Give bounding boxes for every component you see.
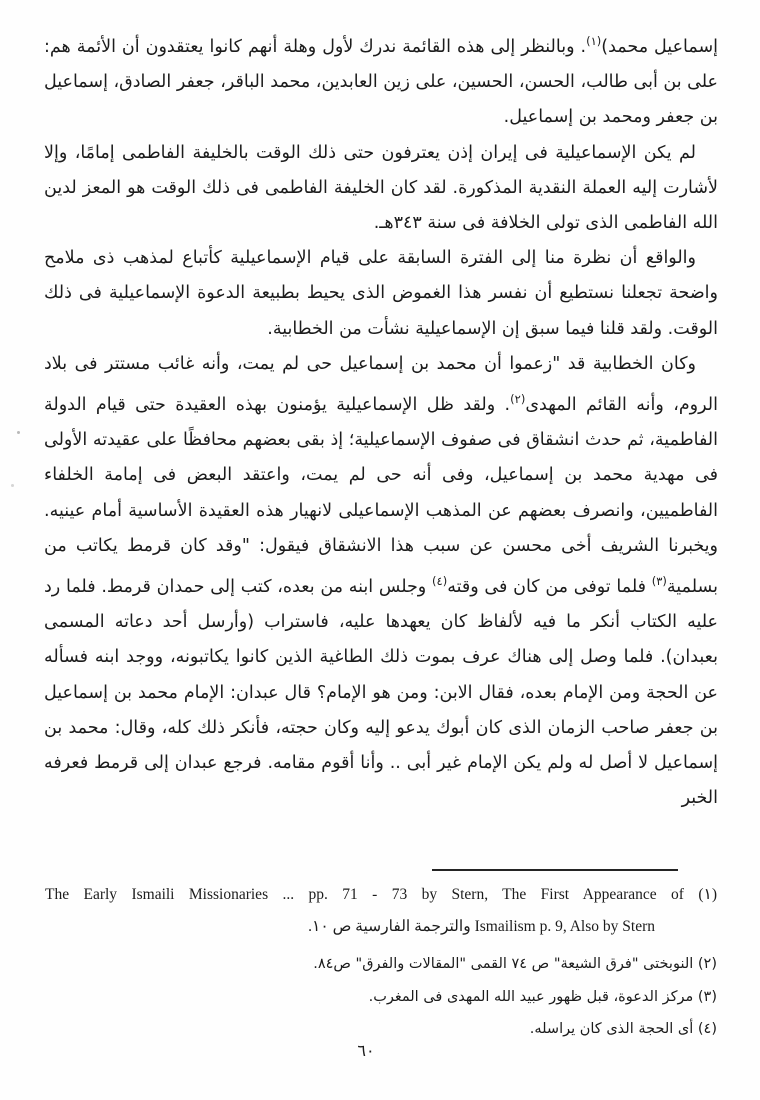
footnote-1-english-text: The Early Ismaili Missionaries ... pp. 71 - 73 by Stern, The First Appearance of [45, 886, 684, 903]
footnote-line: (٣) مركز الدعوة، قبل ظهور عبيد الله المهدى فى المغرب. [368, 988, 717, 1005]
text-run: لم يكن الإسماعيلية فى إيران إذن يعترفون حتى ذلك الوقت بالخليفة الفاطمى إمامًا، وإلا لأشارت إليه العملة النقدية المذكورة. لقد كان الخليفة الفاطمى فى ذلك الوقت هو المعز لدين الله الفاطمى الذى تولى الخلافة فى سنة ٣٤٣هـ. [44, 142, 718, 234]
page-number: ٦٠ [357, 1041, 375, 1060]
footnote-ref: (٤) [432, 574, 448, 589]
footnote-1-marker: (١) [698, 886, 717, 903]
footnote-1-line-2-text: Ismailism p. 9, Also by Stern والترجمة الفارسية ص ١٠. [308, 918, 655, 935]
text-run: فلما توفى من كان فى وقته [447, 577, 652, 598]
text-run: وجلس ابنه من بعده، كتب إلى حمدان قرمط. فلما رد عليه الكتاب أنكر ما فيه لألفاظ كان يعهدها عليه، فاستراب (وأرسل أحد دعاته المسمى بعبدان). فلما وصل إلى هناك عرف بموت ذلك الطاغية الذين كانوا يكاتبونه، ووجد ابنه فسأله عن الحجة ومن الإمام بعده، فقال الابن: ومن هو الإمام؟ قال عبدان: الإمام محمد بن إسماعيل بن جعفر صاحب الزمان الذى كان أبوك يدعو إليه وكان حجته، فأنكر ذلك كله، وقال: محمد بن إسماعيل لا أصل له ولم يكن الإمام غير أبى .. وأنا أقوم مقامه. فرجع عبدان إلى قرمط فعرفه الخبر [44, 577, 718, 809]
footnote-1-line-1 [45, 883, 717, 907]
footnote-line: (٤) أى الحجة الذى كان يراسله. [529, 1021, 717, 1037]
text-run: وكان الخطابية قد "زعموا أن محمد بن إسماعيل حى لم يمت، وأنه غائب مستتر فى بلاد الروم، وأنه القائم المهدى [44, 353, 718, 416]
text-run: . ولقد ظل الإسماعيلية يؤمنون بهذه العقيدة حتى قيام الدولة الفاطمية، ثم حدث انشقاق فى صفوف الإسماعيلية؛ إذ بقى بعضهم محافظًا على عقيدته الأولى فى مهدية محمد بن إسماعيل، وفى أنه حى لم يمت، واعتقد البعض فى إمامة الخلفاء الفاطميين، وانصرف بعضهم عن المذهب الإسماعيلى لانهيار هذه العقيدة الأساسية أمام عينيه. ويخبرنا الشريف أخى محسن عن سبب هذا الانشقاق فيقول: "وقد كان قرمط يكاتب من بسلمية [44, 395, 718, 598]
footnote-ref: (٢) [510, 392, 526, 407]
scan-speck [17, 431, 20, 434]
text-run: إسماعيل محمد) [601, 37, 718, 57]
paragraph [44, 241, 718, 347]
footnote-1-line-2 [45, 915, 717, 939]
footnote-ref: (١) [586, 34, 602, 48]
text-run: والواقع أن نظرة منا إلى الفترة السابقة على قيام الإسماعيلية كأتباع لمذهب ذى ملامح واضحة تجعلنا نستطيع أن نفسر هذا الغموض الذى يحيط بطبيعة الدعوة الإسماعيلية فى ذلك الوقت. ولقد قلنا فيما سبق إن الإسماعيلية نشأت من الخطابية. [44, 248, 718, 339]
paragraph [44, 347, 718, 817]
footnote-line: (٢) النوبختى "فرق الشيعة" ص ٧٤ القمى "المقالات والفرق" ص٨٤. [313, 956, 717, 972]
footnotes-arabic [45, 948, 717, 1046]
footnote-ref: (٣) [651, 574, 667, 589]
text-run: . وبالنظر إلى هذه القائمة ندرك لأول وهلة أنهم كانوا يعتقدون أن الأئمة هم: على بن أبى طالب، الحسن، الحسين، على زين العابدين، محمد الباقر، جعفر الصادق، إسماعيل بن جعفر ومحمد بن إسماعيل. [44, 37, 718, 128]
body-text [44, 24, 718, 836]
paragraph [44, 24, 718, 136]
footnote-separator [432, 869, 678, 871]
scan-speck [11, 484, 14, 487]
paragraph [44, 136, 718, 242]
